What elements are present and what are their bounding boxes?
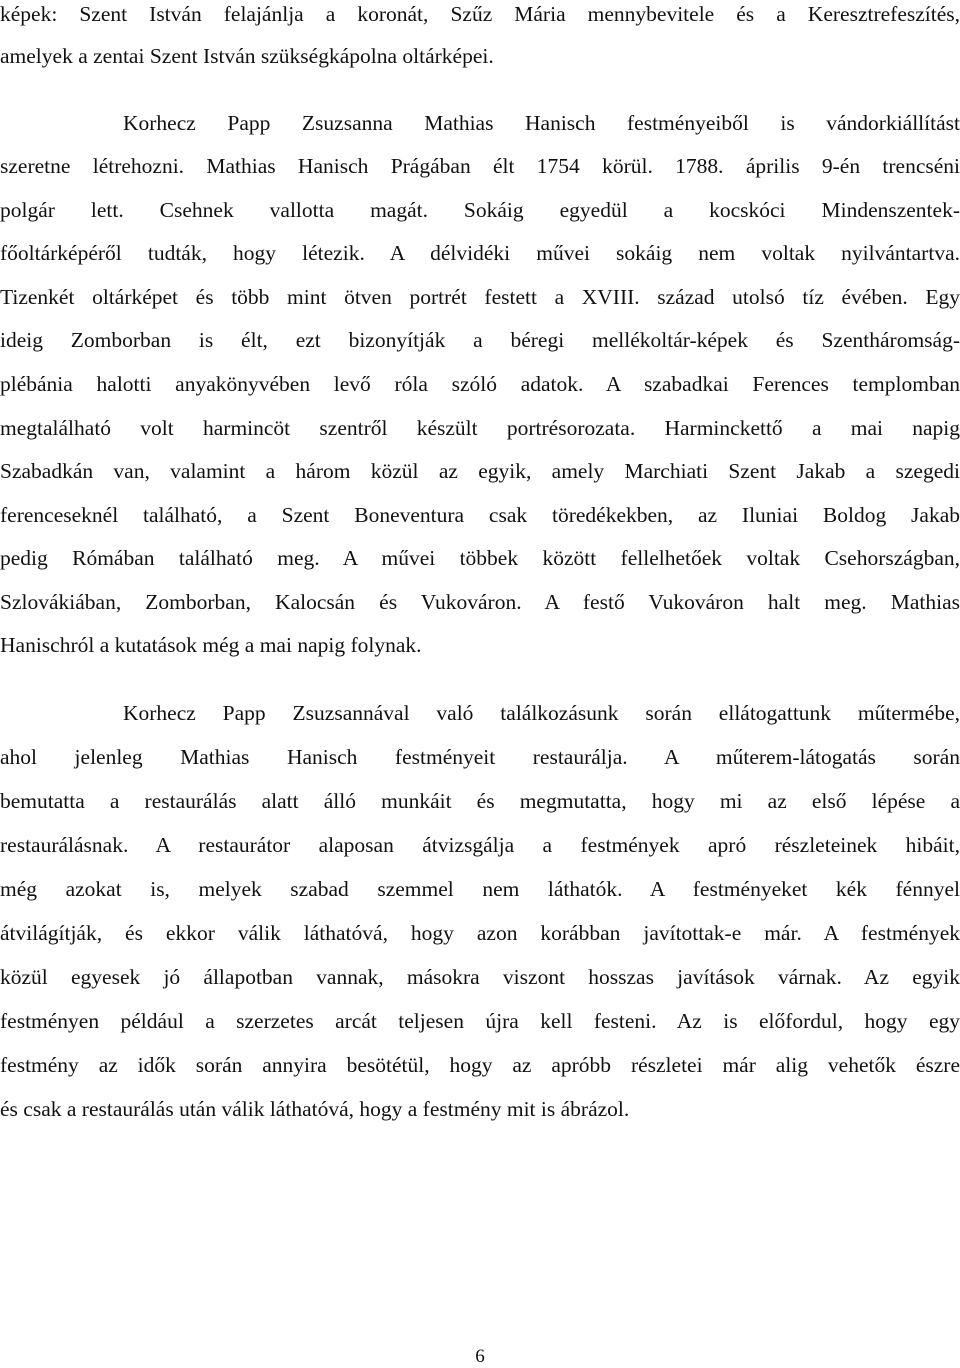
text-line: Szabadkán van, valamint a három közül az egyik, amely Marchiati Szent Jakab a szegedi xyxy=(0,459,960,483)
text-line: megtalálható volt harmincöt szentről készült portrésorozata. Harminckettő a mai napig xyxy=(0,416,960,440)
text-line: és csak a restaurálás után válik láthatóvá, hogy a festmény mit is ábrázol. xyxy=(0,1097,630,1121)
text-line: plébánia halotti anyakönyvében levő róla szóló adatok. A szabadkai Ferences templomban xyxy=(0,372,960,396)
text-line: képek: Szent István felajánlja a koronát, Szűz Mária mennybevitele és a Keresztrefeszítés, xyxy=(0,2,960,26)
text-line: ferenceseknél található, a Szent Boneventura csak töredékekben, az Iluniai Boldog Jakab xyxy=(0,503,960,527)
text-line: még azokat is, melyek szabad szemmel nem láthatók. A festményeket kék fénnyel xyxy=(0,877,960,901)
text-line: festmény az idők során annyira besötétül, hogy az apróbb részletei már alig vehetők észre xyxy=(0,1053,960,1077)
text-line: közül egyesek jó állapotban vannak, másokra viszont hosszas javítások várnak. Az egyik xyxy=(0,965,960,989)
text-line: polgár lett. Csehnek vallotta magát. Sokáig egyedül a kocskóci Mindenszentek- xyxy=(0,198,960,222)
text-line: szeretne létrehozni. Mathias Hanisch Prágában élt 1754 körül. 1788. április 9-én trencséni xyxy=(0,154,960,178)
text-line: Szlovákiában, Zomborban, Kalocsán és Vukováron. A festő Vukováron halt meg. Mathias xyxy=(0,590,960,614)
text-line: Korhecz Papp Zsuzsannával való találkozásunk során ellátogattunk műtermébe, xyxy=(123,701,960,725)
text-line: Tizenkét oltárképet és több mint ötven portrét festett a XVIII. század utolsó tíz évében. Egy xyxy=(0,285,960,309)
text-line: festményen például a szerzetes arcát teljesen újra kell festeni. Az is előfordul, hogy egy xyxy=(0,1009,960,1033)
text-line: pedig Rómában található meg. A művei többek között fellelhetőek voltak Csehországban, xyxy=(0,546,960,570)
page-number: 6 xyxy=(475,1346,485,1367)
text-line: átvilágítják, és ekkor válik láthatóvá, hogy azon korábban javítottak-e már. A festmények xyxy=(0,921,960,945)
text-line: restaurálásnak. A restaurátor alaposan átvizsgálja a festmények apró részleteinek hibáit, xyxy=(0,833,960,857)
text-line: főoltárképéről tudták, hogy létezik. A délvidéki művei sokáig nem voltak nyilvántartva. xyxy=(0,241,960,265)
text-line: amelyek a zentai Szent István szükségkápolna oltárképei. xyxy=(0,44,494,68)
text-line: Hanischról a kutatások még a mai napig folynak. xyxy=(0,633,422,657)
text-line: ahol jelenleg Mathias Hanisch festményeit restaurálja. A műterem-látogatás során xyxy=(0,745,960,769)
text-line: ideig Zomborban is élt, ezt bizonyítják a béregi mellékoltár-képek és Szentháromság- xyxy=(0,328,960,352)
text-line: bemutatta a restaurálás alatt álló munkáit és megmutatta, hogy mi az első lépése a xyxy=(0,789,960,813)
text-line: Korhecz Papp Zsuzsanna Mathias Hanisch festményeiből is vándorkiállítást xyxy=(123,111,960,135)
